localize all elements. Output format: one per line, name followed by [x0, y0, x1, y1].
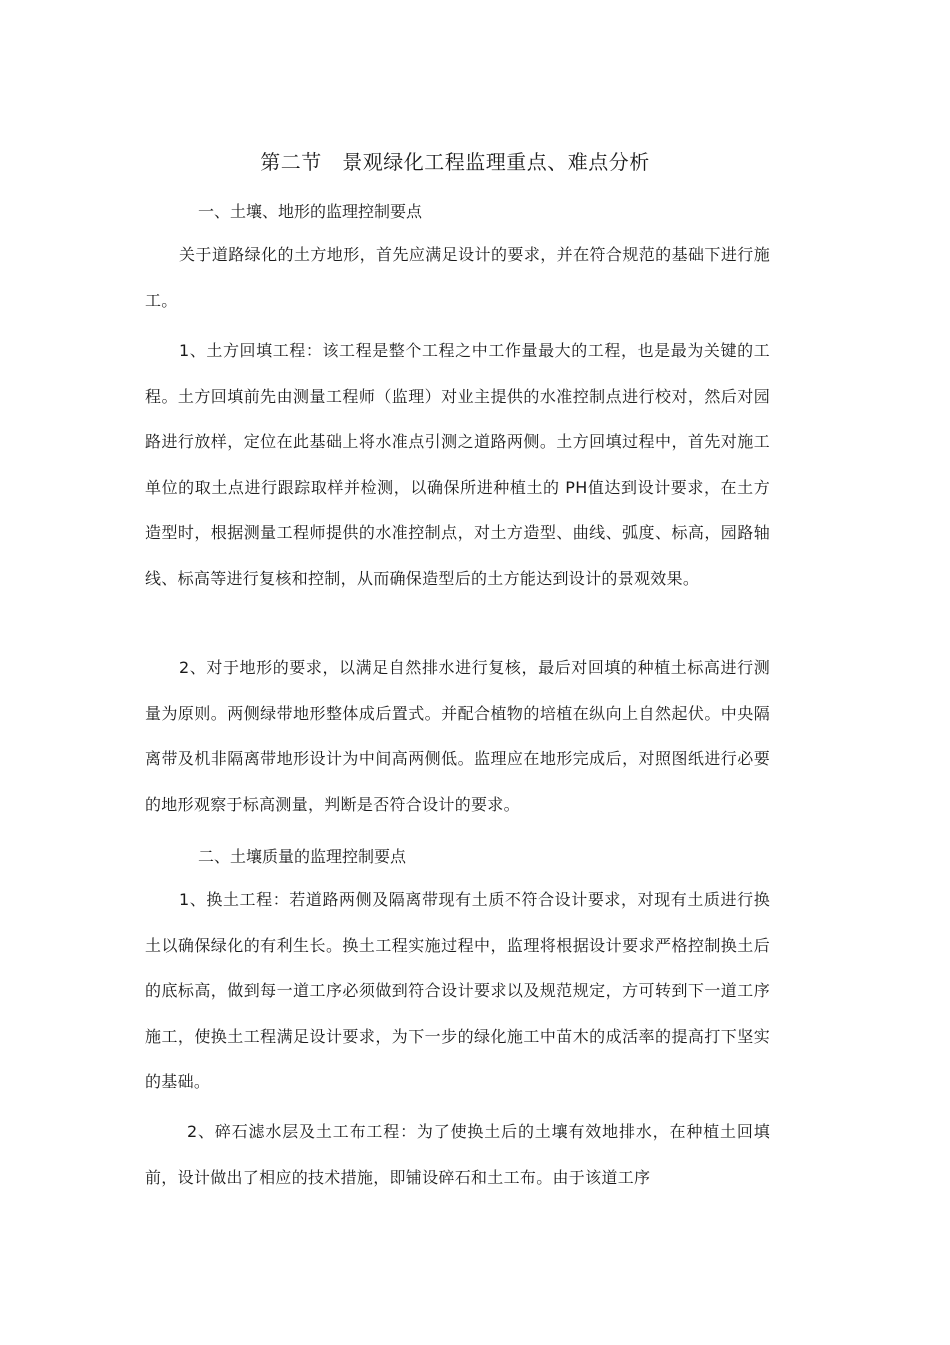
paragraph-earth-backfill: 1、土方回填工程：该工程是整个工程之中工作量最大的工程，也是最为关键的工程。土方回填前先由测量工程师（监理）对业主提供的水准控制点进行校对，然后对园路进行放样，定位在此基础上将水准点引测之道路两侧。土方回填过程中，首先对施工单位的取土点进行跟踪取样并检测，以确保所进种植土的 PH值达到设计要求，在土方造型时，根据测量工程师提供的水准控制点，对土方造型、曲线、弧度、标高，园路轴线、标高等进行复核和控制，从而确保造型后的土方能达到设计的景观效果。 [145, 341, 770, 588]
page-title: 第二节 景观绿化工程监理重点、难点分析 [260, 150, 650, 174]
section-heading-soil-terrain: 一、土壤、地形的监理控制要点 [198, 202, 423, 221]
paragraph-gravel-filter-layer: 2、碎石滤水层及土工布工程：为了使换土后的土壤有效地排水，在种植土回填前，设计做出了相应的技术措施，即铺设碎石和土工布。由于该道工序 [145, 1122, 770, 1187]
paragraph-soil-replacement: 1、换土工程：若道路两侧及隔离带现有土质不符合设计要求，对现有土质进行换土以确保绿化的有利生长。换土工程实施过程中，监理将根据设计要求严格控制换土后的底标高，做到每一道工序必须做到符合设计要求以及规范规定，方可转到下一道工序施工，使换土工程满足设计要求，为下一步的绿化施工中苗木的成活率的提高打下坚实的基础。 [145, 890, 770, 1091]
paragraph-terrain-requirements: 2、对于地形的要求，以满足自然排水进行复核，最后对回填的种植土标高进行测量为原则。两侧绿带地形整体成后置式。并配合植物的培植在纵向上自然起伏。中央隔离带及机非隔离带地形设计为中间高两侧低。监理应在地形完成后，对照图纸进行必要的地形观察于标高测量，判断是否符合设计的要求。 [145, 658, 770, 814]
section-heading-soil-quality: 二、土壤质量的监理控制要点 [198, 847, 407, 866]
paragraph-intro: 关于道路绿化的土方地形，首先应满足设计的要求，并在符合规范的基础下进行施工。 [145, 245, 770, 310]
